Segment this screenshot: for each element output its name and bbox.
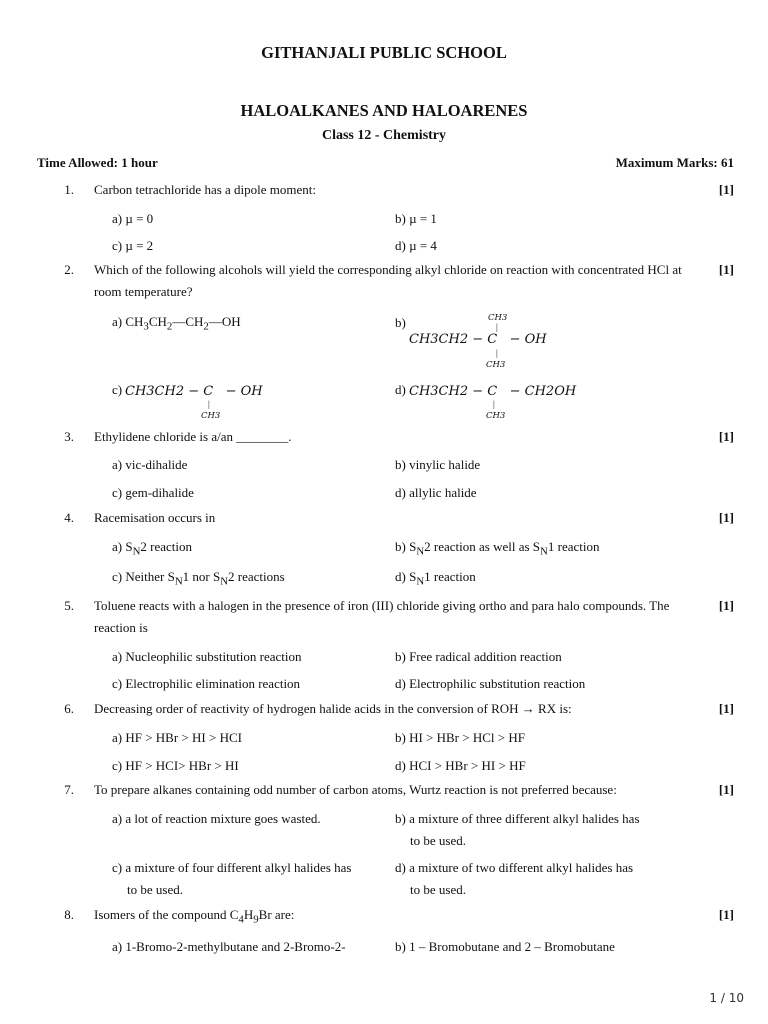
option-text: b) S (395, 539, 417, 554)
option-b[interactable]: b) vinylic halide (395, 457, 481, 472)
formula-part: —OH (208, 314, 241, 329)
option-d[interactable]: d) Electrophilic substitution reaction (395, 676, 586, 691)
option-line: c) a mixture of four different alkyl halides has (112, 860, 352, 875)
question-marks: [1] (718, 182, 734, 197)
question-marks: [1] (718, 262, 734, 277)
question-marks: [1] (718, 701, 734, 716)
bond-line: | (208, 399, 210, 409)
option-b[interactable]: b) µ = 1 (395, 211, 437, 226)
formula-main: CH3CH2 − C − OH (409, 332, 547, 347)
option-d[interactable]: d) allylic halide (395, 485, 477, 500)
option-b[interactable]: b) Free radical addition reaction (395, 649, 562, 664)
subscript: 4 (238, 913, 244, 926)
time-allowed: Time Allowed: 1 hour (37, 155, 158, 170)
option-a[interactable] (112, 311, 377, 338)
option-b[interactable] (395, 536, 675, 563)
option-text: 2 reaction as well as S (424, 539, 541, 554)
formula-part: a) CH (112, 314, 144, 329)
question-text: To prepare alkanes containing odd number of carbon atoms, Wurtz reaction is not preferred because: (94, 782, 617, 797)
question-marks: [1] (718, 782, 734, 797)
option-c[interactable]: c) HF > HCI> HBr > HI (112, 758, 239, 773)
bond-line: | (496, 348, 498, 358)
option-text: 1 nor S (182, 569, 221, 584)
option-c[interactable]: c) gem-dihalide (112, 485, 194, 500)
question-text-line: Toluene reacts with a halogen in the presence of iron (III) chloride giving ortho and para halo compounds. The (94, 598, 670, 613)
question-number: 4. (64, 510, 74, 525)
question-number: 6. (64, 701, 74, 716)
option-label: d) (395, 382, 406, 397)
question-marks: [1] (718, 907, 734, 922)
option-line: to be used. (410, 882, 466, 897)
question-number: 5. (64, 598, 74, 613)
chapter-title: HALOALKANES AND HALOARENES (240, 101, 528, 120)
question-marks: [1] (718, 429, 734, 444)
option-text: a) S (112, 539, 133, 554)
question-number: 3. (64, 429, 74, 444)
subscript: N (174, 575, 183, 588)
option-c[interactable] (112, 857, 377, 901)
subscript: N (416, 545, 425, 558)
option-line: to be used. (127, 882, 183, 897)
option-text: 1 reaction (547, 539, 600, 554)
option-d[interactable] (395, 566, 675, 593)
formula-branch-bottom: CH3 (486, 360, 506, 370)
question-text (94, 904, 706, 931)
option-a[interactable]: a) µ = 0 (112, 211, 154, 226)
option-c[interactable]: c) Electrophilic elimination reaction (112, 676, 301, 691)
formula-subscript: 2 (166, 320, 173, 333)
option-b[interactable] (395, 808, 675, 852)
formula-subscript: 2 (203, 320, 209, 333)
option-a[interactable]: a) a lot of reaction mixture goes wasted. (112, 811, 321, 826)
question-number: 8. (64, 907, 74, 922)
question-text-part: H (243, 907, 254, 922)
subscript: N (132, 545, 141, 558)
subscript: 9 (253, 913, 259, 926)
question-text-line: room temperature? (94, 284, 193, 299)
formula-main: CH3CH2 − C − OH (125, 384, 263, 399)
question-number: 7. (64, 782, 74, 797)
page-number: 1 / 10 (709, 991, 744, 1005)
bond-line: | (493, 399, 495, 409)
subscript: N (220, 575, 229, 588)
option-text: 2 reactions (228, 569, 285, 584)
option-a[interactable]: a) HF > HBr > HI > HCI (112, 730, 242, 745)
option-b[interactable]: b) 1 – Bromobutane and 2 – Bromobutane (395, 939, 615, 954)
option-a[interactable] (112, 536, 377, 563)
option-c[interactable] (112, 566, 377, 593)
bond-line: | (496, 322, 498, 332)
formula-part: —CH (172, 314, 204, 329)
option-line: d) a mixture of two different alkyl halides has (395, 860, 634, 875)
option-label: b) (395, 315, 406, 330)
option-text: 1 reaction (424, 569, 476, 584)
question-text: Racemisation occurs in (94, 510, 216, 525)
option-a[interactable]: a) 1-Bromo-2-methylbutane and 2-Bromo-2- (112, 939, 346, 954)
question-text-line: Which of the following alcohols will yield the corresponding alkyl chloride on reaction with concentrated HCl at (94, 262, 682, 277)
question-text: Ethylidene chloride is a/an ________. (94, 429, 292, 444)
question-text: Carbon tetrachloride has a dipole moment: (94, 182, 317, 197)
option-line: b) a mixture of three different alkyl halides has (395, 811, 640, 826)
option-text: c) Neither S (112, 569, 175, 584)
maximum-marks: Maximum Marks: 61 (615, 155, 734, 170)
formula-branch-bottom: CH3 (201, 411, 221, 421)
subscript: N (540, 545, 548, 558)
option-d[interactable]: d) µ = 4 (395, 238, 437, 253)
option-b[interactable]: b) HI > HBr > HCl > HF (395, 730, 525, 745)
option-c[interactable]: c) µ = 2 (112, 238, 154, 253)
question-marks: [1] (718, 510, 734, 525)
question-text (94, 595, 706, 639)
question-text (94, 259, 706, 303)
school-name: GITHANJALI PUBLIC SCHOOL (261, 43, 507, 62)
option-a[interactable]: a) Nucleophilic substitution reaction (112, 649, 302, 664)
option-text: d) S (395, 569, 417, 584)
question-text-part: Isomers of the compound C (94, 907, 239, 922)
option-d[interactable]: d) HCI > HBr > HI > HF (395, 758, 526, 773)
question-text-line: reaction is (94, 620, 148, 635)
option-label: c) (112, 382, 123, 397)
question-number: 2. (64, 262, 74, 277)
question-marks: [1] (718, 598, 734, 613)
formula-main: CH3CH2 − C − CH2OH (409, 384, 577, 399)
formula-subscript: 3 (143, 320, 149, 333)
option-line: to be used. (410, 833, 466, 848)
question-number: 1. (64, 182, 74, 197)
question-text-part: Br are: (258, 907, 295, 922)
formula-part: CH (148, 314, 167, 329)
class-subject: Class 12 - Chemistry (321, 128, 447, 143)
subscript: N (416, 575, 425, 588)
option-a[interactable]: a) vic-dihalide (112, 457, 188, 472)
option-text: 2 reaction (140, 539, 193, 554)
formula-branch-bottom: CH3 (486, 411, 506, 421)
formula-branch-top: CH3 (488, 313, 508, 323)
question-text: Decreasing order of reactivity of hydrogen halide acids in the conversion of ROH → RX is: (94, 701, 572, 716)
option-d[interactable] (395, 857, 675, 901)
